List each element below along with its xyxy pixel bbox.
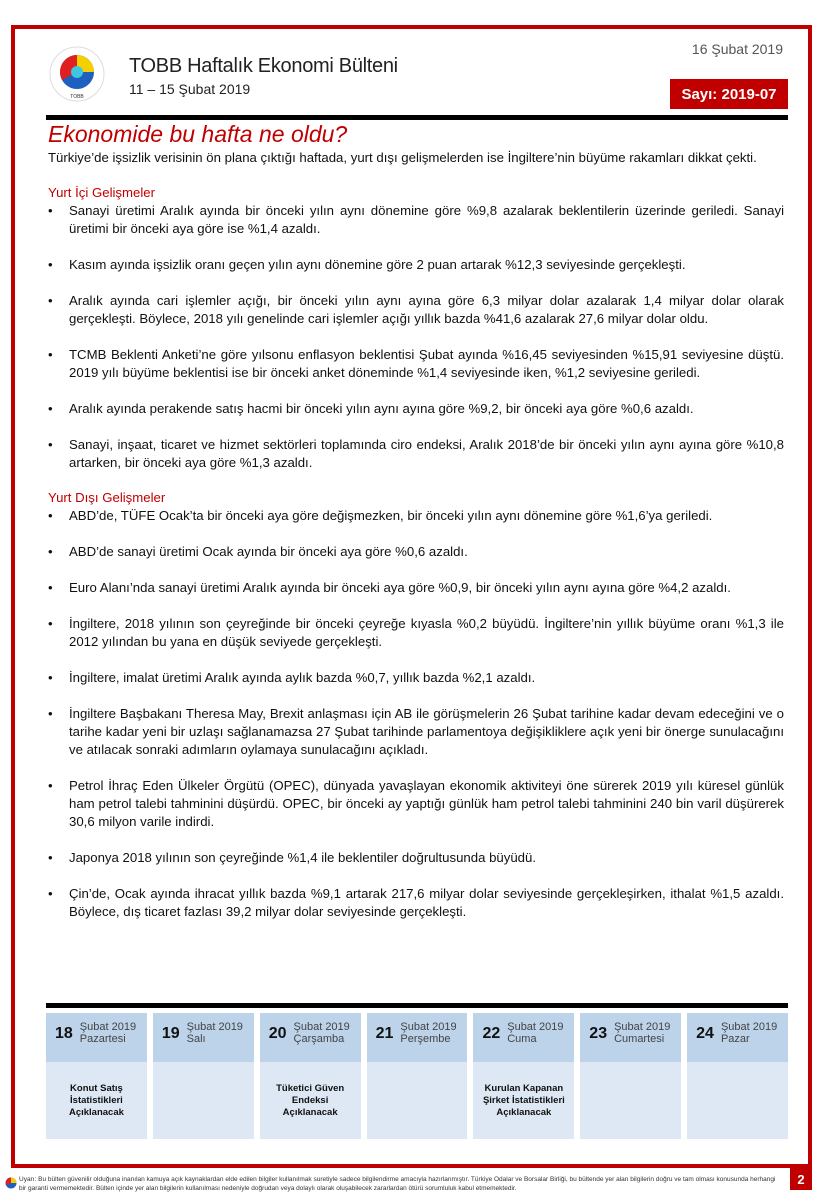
day-weekday: Pazartesi <box>79 1033 126 1045</box>
list-item: • Çin’de, Ocak ayında ihracat yıllık bazda %9,1 artarak 217,6 milyar dolar seviyesinde gerçekleşirken, ithalat %1,5 azaldı. Böylece, dış ticaret fazlası 39,2 milyar dolar seviyesinde gerçekleşti. <box>48 885 784 921</box>
domestic-list <box>48 202 784 472</box>
day-month: Şubat 2019 <box>293 1021 350 1033</box>
day-event <box>687 1062 788 1139</box>
list-item: • İngiltere, imalat üretimi Aralık ayında aylık bazda %0,7, yıllık bazda %2,1 azaldı. <box>48 669 784 687</box>
headline: Ekonomide bu hafta ne oldu? <box>48 121 348 147</box>
day-weekday: Cumartesi <box>614 1033 665 1045</box>
list-item: • Aralık ayında perakende satış hacmi bir önceki yılın aynı ayına göre %9,2, bir önceki aya göre %0,6 azaldı. <box>48 400 784 418</box>
svg-text:TOBB: TOBB <box>70 94 84 100</box>
publish-date: 16 Şubat 2019 <box>691 41 783 57</box>
day-number: 18 <box>55 1025 73 1042</box>
calendar-day <box>260 1013 361 1139</box>
calendar-day-header <box>153 1013 254 1062</box>
tobb-logo-icon <box>48 45 106 103</box>
day-event <box>367 1062 468 1139</box>
disclaimer: Uyarı: Bu bülten güvenilir olduğuna inanılan kamuya açık kaynaklardan elde edilen bilgiler kullanılmak suretiyle sadece bilgilendirme amacıyla hazırlanmıştır. Türkiye Odalar ve Borsalar Birliği, bu bültende yer alan bilgilerin doğru ve tam olması konusunda herhangi bir garanti vermemektedir. Bülten içinde yer alan bilgilerin kullanılması nedeniyle doğrudan veya dolaylı olarak oluşabilecek zararlardan ötürü sorumluluk kabul etmemektedir. <box>19 1176 776 1192</box>
list-item: • Kasım ayında işsizlik oranı geçen yılın aynı dönemine göre 2 puan artarak %12,3 seviyesinde gerçekleşti. <box>48 256 784 274</box>
day-event <box>580 1062 681 1139</box>
calendar-day-header <box>260 1013 361 1062</box>
calendar-day <box>153 1013 254 1139</box>
list-item: • ABD’de, TÜFE Ocak’ta bir önceki aya göre değişmezken, bir önceki yılın aynı dönemine göre %1,6’ya geriledi. <box>48 507 784 525</box>
day-number: 24 <box>696 1025 714 1042</box>
day-month: Şubat 2019 <box>507 1021 564 1033</box>
day-number: 19 <box>161 1025 180 1042</box>
domestic-section-title: Yurt İçi Gelişmeler <box>48 185 155 200</box>
calendar-day-header <box>473 1013 574 1062</box>
list-item: • İngiltere Başbakanı Theresa May, Brexit anlaşması için AB ile görüşmelerin 26 Şubat tarihine kadar devam edeceğini ve o tarihe kadar yeni bir uzlaşı sağlanamazsa 27 Şubat tarihinde parlamentoya değişikliklere açık yeni bir önerge sunulacağını ve atılacak sonraki adımların oylamaya sunulacağını açıkladı. <box>48 705 784 759</box>
foreign-list <box>48 507 784 921</box>
calendar-day <box>46 1013 147 1139</box>
calendar-day-header <box>580 1013 681 1062</box>
weekly-calendar <box>46 1013 788 1139</box>
list-item: • Aralık ayında cari işlemler açığı, bir önceki yılın aynı ayına göre 6,3 milyar dolar azalarak 1,4 milyar dolar olarak gerçekleşti. Böylece, 2018 yılı genelinde cari işlemler açığı yıllık bazda %41,6 azalarak 27,6 milyar dolar oldu. <box>48 292 784 328</box>
calendar-day <box>367 1013 468 1139</box>
bulletin-title: TOBB Haftalık Ekonomi Bülteni <box>129 55 398 77</box>
intro-paragraph: Türkiye’de işsizlik verisinin ön plana çıktığı haftada, yurt dışı gelişmelerden ise İngiltere’nin büyüme rakamları dikkat çekti. <box>48 150 757 165</box>
day-month: Şubat 2019 <box>720 1021 778 1033</box>
list-item: • İngiltere, 2018 yılının son çeyreğinde bir önceki çeyreğe kıyasla %0,2 büyüdü. İngiltere’nin yıllık büyüme oranı %1,3 ile 2012 yılından bu yana en düşük seviyede gerçekleşti. <box>48 615 784 651</box>
list-item: • Sanayi üretimi Aralık ayında bir önceki yılın aynı dönemine göre %9,8 azalarak beklentilerin üzerinde geriledi. Sanayi üretimi bir önceki aya göre ise %1,4 azaldı. <box>48 202 784 238</box>
calendar-day <box>473 1013 574 1139</box>
calendar-divider <box>46 1003 788 1008</box>
tobb-mini-logo-icon <box>5 1177 17 1189</box>
page-number: 2 <box>790 1168 812 1190</box>
calendar-day-header <box>687 1013 788 1062</box>
list-item: • ABD’de sanayi üretimi Ocak ayında bir önceki aya göre %0,6 azaldı. <box>48 543 784 561</box>
day-month: Şubat 2019 <box>79 1021 137 1033</box>
issue-badge: Sayı: 2019-07 <box>670 79 788 109</box>
day-event: Tüketici Güven Endeksi Açıklanacak <box>260 1062 361 1139</box>
day-weekday: Salı <box>186 1033 206 1045</box>
day-month: Şubat 2019 <box>614 1021 671 1033</box>
calendar-day-header <box>367 1013 468 1062</box>
day-month: Şubat 2019 <box>400 1021 457 1033</box>
day-number: 23 <box>589 1025 608 1042</box>
main-content <box>48 120 784 921</box>
day-month: Şubat 2019 <box>186 1021 243 1033</box>
day-event <box>153 1062 254 1139</box>
day-weekday: Cuma <box>507 1033 537 1045</box>
list-item: • TCMB Beklenti Anketi’ne göre yılsonu enflasyon beklentisi Şubat ayında %16,45 seviyesinden %15,91 seviyesine düştü. 2019 yılı büyüme beklentisi ise bir önceki anket döneminde %1,4 seviyesinde iken, %1,2 seviyesine geriledi. <box>48 346 784 382</box>
calendar-day <box>687 1013 788 1139</box>
day-number: 22 <box>482 1025 501 1042</box>
day-event: Kurulan Kapanan Şirket İstatistikleri Açıklanacak <box>473 1062 574 1139</box>
day-number: 20 <box>268 1025 287 1042</box>
calendar-day-header <box>46 1013 147 1062</box>
day-event: Konut Satış İstatistikleri Açıklanacak <box>46 1062 147 1139</box>
bulletin-week-range: 11 – 15 Şubat 2019 <box>129 81 251 97</box>
day-weekday: Pazar <box>720 1033 750 1045</box>
foreign-section-title: Yurt Dışı Gelişmeler <box>48 490 166 505</box>
list-item: • Euro Alanı’nda sanayi üretimi Aralık ayında bir önceki aya göre %0,9, bir önceki yılın aynı ayına göre %4,2 azaldı. <box>48 579 784 597</box>
list-item: • Japonya 2018 yılının son çeyreğinde %1,4 ile beklentiler doğrultusunda büyüdü. <box>48 849 784 867</box>
list-item: • Sanayi, inşaat, ticaret ve hizmet sektörleri toplamında ciro endeksi, Aralık 2018’de bir önceki yılın aynı ayına göre %10,8 artarken, bir önceki aya göre %1,3 azaldı. <box>48 436 784 472</box>
calendar-day <box>580 1013 681 1139</box>
day-weekday: Çarşamba <box>293 1033 345 1045</box>
day-number: 21 <box>375 1025 394 1042</box>
list-item: • Petrol İhraç Eden Ülkeler Örgütü (OPEC), dünyada yavaşlayan ekonomik aktiviteyi öne sürerek 2019 yılı küresel günlük ham petrol talebi tahminini düşürdü. OPEC, bir önceki ay yaptığı günlük ham petrol talebi tahminini 240 bin varil düşürerek 30,6 milyon varile indirdi. <box>48 777 784 831</box>
day-weekday: Perşembe <box>400 1033 451 1045</box>
